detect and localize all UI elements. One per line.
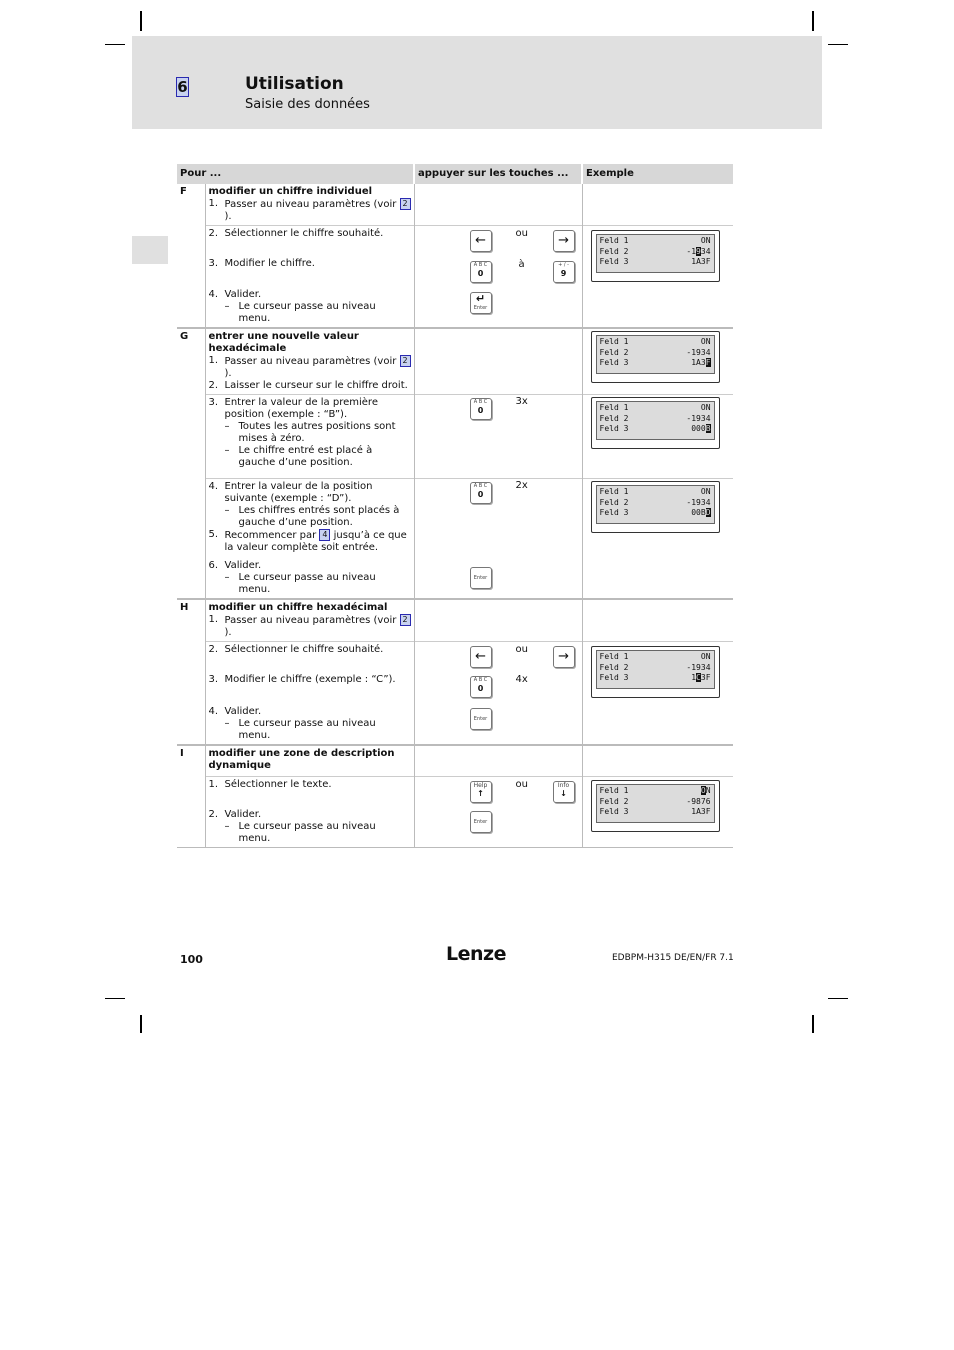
document-id: EDBPM-H315 DE/EN/FR 7.1 <box>612 953 734 963</box>
crop-mark <box>140 1015 142 1033</box>
left-arrow-key[interactable] <box>470 230 492 252</box>
right-arrow-icon: → <box>558 233 569 248</box>
section-heading: modifier un chiffre hexadécimal <box>208 602 388 613</box>
enter-icon: ↵ <box>475 292 486 305</box>
step-text: Entrer la valeur de la position suivante (exemple : “D”). <box>224 481 373 504</box>
abc-0-key[interactable]: A B C 0 <box>470 482 492 504</box>
step-subtext: Le curseur passe au niveau menu. <box>238 572 376 595</box>
step-subtext: Le curseur passe au niveau menu. <box>238 718 376 741</box>
crop-mark <box>812 11 814 31</box>
example-cell-i <box>582 777 733 848</box>
step-text: Modifier le chiffre. <box>224 258 315 269</box>
to-label: à <box>518 259 525 270</box>
lcd-display: Feld 1 ON Feld 2 -9876 Feld 3 1A3F <box>591 780 720 832</box>
left-arrow-key[interactable] <box>470 646 492 668</box>
step-text: Entrer la valeur de la première position (exemple : “B”). <box>224 397 378 420</box>
col-header-pour: Pour ... <box>177 164 414 184</box>
section-heading: entrer une nouvelle valeur hexadécimale <box>208 331 359 354</box>
repeat-count: 3x <box>515 396 528 407</box>
repeat-count: 4x <box>515 674 528 685</box>
section-letter-h: H <box>177 599 205 745</box>
step-text: Valider. <box>224 706 262 717</box>
lcd-cursor: O <box>700 786 706 795</box>
step-text: Valider. <box>224 809 262 820</box>
or-label: ou <box>515 644 528 655</box>
step-text: Valider. <box>224 289 262 300</box>
example-cell-g3 <box>582 479 733 600</box>
lcd-cursor: B <box>705 424 711 433</box>
page-subtitle: Saisie des données <box>245 97 370 112</box>
crop-mark <box>828 998 848 999</box>
info-down-key[interactable]: Info ↓ <box>553 781 575 803</box>
page-ref-link[interactable]: 2 <box>400 198 411 210</box>
section-heading: modifier une zone de description dynamique <box>208 748 395 771</box>
step-text: Valider. <box>224 560 262 571</box>
section-heading: modifier un chiffre individuel <box>208 186 373 197</box>
example-cell-h <box>582 642 733 746</box>
page-title: Utilisation <box>245 74 344 94</box>
enter-key[interactable]: Enter <box>470 567 492 589</box>
col-header-example: Exemple <box>582 164 733 184</box>
section-h-steps: 2. Sélectionner le chiffre souhaité. 3. Modifier le chiffre (exemple : “C”). 4. Valider. – Le curseur passe au niveau menu. <box>205 642 414 746</box>
section-f-intro <box>205 184 414 226</box>
keys-cell-f <box>414 226 582 329</box>
step-subtext: Les chiffres entrés sont placés à gauche d’une position. <box>238 505 400 528</box>
lcd-display: Feld 1 ON Feld 2 -1934 Feld 3 000B <box>591 397 720 449</box>
example-cell-g2 <box>582 395 733 479</box>
step-subtext: Le curseur passe au niveau menu. <box>238 821 376 844</box>
lcd-cursor: C <box>696 673 701 682</box>
side-tab <box>132 236 168 264</box>
step-ref-link[interactable]: 4 <box>319 529 330 541</box>
left-arrow-icon: ← <box>475 233 486 248</box>
plus-minus-9-key[interactable]: + / - 9 <box>553 261 575 283</box>
step-text: Modifier le chiffre (exemple : “C”). <box>224 674 396 685</box>
crop-mark <box>105 44 125 45</box>
lcd-display: Feld 1 ON Feld 2 -1934 Feld 3 1A3F <box>591 230 720 282</box>
section-g-step3: 3. Entrer la valeur de la première position (exemple : “B”). – Toutes les autres positions sont mises à zéro. – Le chiffre entré est placé à gauche d’une position. <box>205 395 414 479</box>
page-number: 100 <box>180 953 203 966</box>
keys-cell-h <box>414 642 582 746</box>
step-text: Sélectionner le chiffre souhaité. <box>224 644 384 655</box>
section-letter-g: G <box>177 328 205 599</box>
col-header-keys: appuyer sur les touches ... <box>414 164 582 184</box>
lcd-display: Feld 1 ON Feld 2 -1934 Feld 3 1A3F <box>591 331 720 383</box>
up-arrow-icon: ↑ <box>477 789 484 798</box>
page-ref-link[interactable]: 2 <box>400 614 411 626</box>
section-h-intro: modifier un chiffre hexadécimal 1. Passer au niveau paramètres (voir 2). <box>205 599 414 642</box>
step-text: Sélectionner le texte. <box>224 779 332 790</box>
crop-mark <box>828 44 848 45</box>
keys-cell-g3 <box>414 395 582 479</box>
lcd-display: Feld 1 ON Feld 2 -1934 Feld 3 1C3F <box>591 646 720 698</box>
lenze-logo: Lenze <box>446 943 506 965</box>
lcd-cursor: D <box>705 508 711 517</box>
step-subtext: Le curseur passe au niveau menu. <box>238 301 376 324</box>
step-subtext: Le chiffre entré est placé à gauche d’une position. <box>238 445 373 468</box>
example-cell-f <box>582 226 733 329</box>
enter-key[interactable]: ↵ Enter <box>470 292 492 314</box>
crop-mark <box>105 998 125 999</box>
section-i-steps: 1. Sélectionner le texte. 2. Valider. – Le curseur passe au niveau menu. <box>205 777 414 848</box>
lcd-cursor: 9 <box>696 246 701 256</box>
abc-0-key[interactable]: A B C 0 <box>470 261 492 283</box>
repeat-count: 2x <box>515 480 528 491</box>
step-text: ). <box>224 211 232 222</box>
example-cell-g1 <box>582 328 733 395</box>
section-g-step4: 4. Entrer la valeur de la position suivante (exemple : “D”). – Les chiffres entrés sont placés à gauche d’une position. 5. Recommencer par 4 jusqu’à ce que la valeur complète soit entrée. 6. Valider. – Le curseur passe au niveau menu. <box>205 479 414 600</box>
section-i-intro <box>205 745 414 777</box>
crop-mark <box>140 11 142 31</box>
section-f-steps: 2. Sélectionner le chiffre souhaité. 3. Modifier le chiffre. 4. Valider. – Le curseur passe au niveau menu. <box>205 226 414 329</box>
header-band <box>132 36 822 129</box>
or-label: ou <box>515 228 528 239</box>
down-arrow-icon: ↓ <box>560 789 567 798</box>
enter-key[interactable]: Enter <box>470 708 492 730</box>
step-text: Passer au niveau paramètres (voir <box>224 199 400 210</box>
help-up-key[interactable]: Help ↑ <box>470 781 492 803</box>
chapter-number[interactable]: 6 <box>177 78 188 96</box>
crop-mark <box>812 1015 814 1033</box>
page-ref-link[interactable]: 2 <box>400 355 411 367</box>
section-letter-f: F <box>177 184 205 328</box>
step-subtext: Toutes les autres positions sont mises à zéro. <box>238 421 396 444</box>
or-label: ou <box>515 779 528 790</box>
instruction-table <box>177 164 733 848</box>
step-text: Sélectionner le chiffre souhaité. <box>224 228 384 239</box>
left-arrow-icon: ← <box>475 649 486 664</box>
keys-cell-g4 <box>414 479 582 600</box>
abc-0-key[interactable]: A B C 0 <box>470 676 492 698</box>
section-letter-i: I <box>177 745 205 848</box>
right-arrow-key[interactable] <box>553 230 575 252</box>
right-arrow-key[interactable] <box>553 646 575 668</box>
right-arrow-icon: → <box>558 649 569 664</box>
keys-cell-i <box>414 777 582 848</box>
lcd-cursor: F <box>705 358 711 367</box>
lcd-display: Feld 1 ON Feld 2 -1934 Feld 3 00BD <box>591 481 720 533</box>
abc-0-key[interactable]: A B C 0 <box>470 398 492 420</box>
section-g-intro: entrer une nouvelle valeur hexadécimale 1. Passer au niveau paramètres (voir 2). 2. Laisser le curseur sur le chiffre droit. <box>205 328 414 395</box>
step-text: Laisser le curseur sur le chiffre droit. <box>224 380 408 391</box>
enter-key[interactable]: Enter <box>470 811 492 833</box>
step-number: 1. <box>208 198 219 209</box>
